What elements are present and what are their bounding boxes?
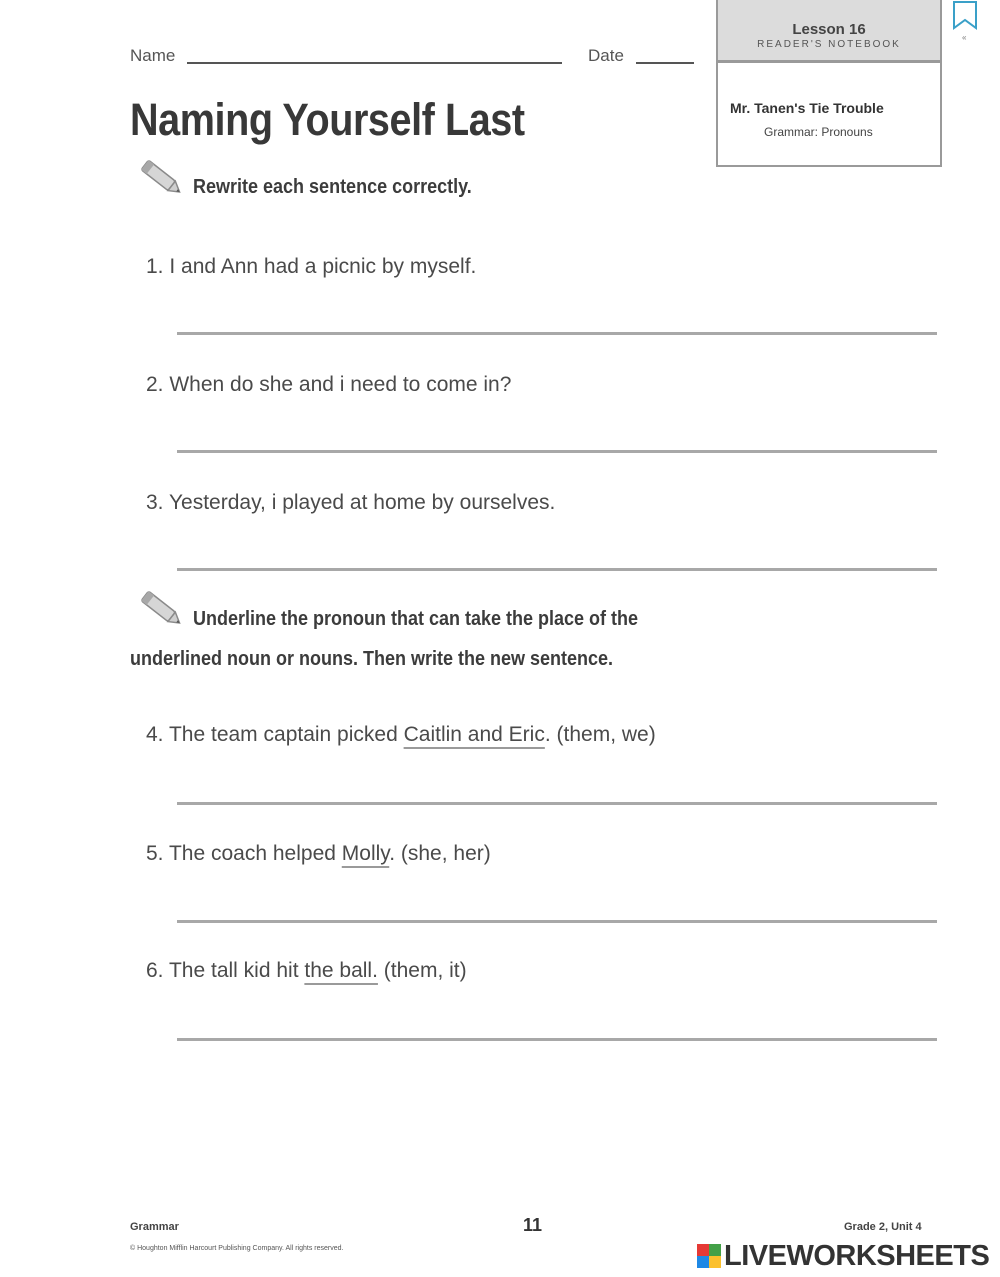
- brand-name: LIVEWORKSHEETS: [724, 1239, 990, 1272]
- sentence-6-end: (them, it): [377, 959, 467, 982]
- sentence-6-start: 6. The tall kid hit: [146, 959, 305, 982]
- logo-square: [709, 1256, 721, 1268]
- sentence-4-end: . (them, we): [544, 723, 656, 746]
- answer-line-3[interactable]: [177, 568, 937, 571]
- date-label: Date: [588, 46, 624, 65]
- lesson-number: Lesson 16: [792, 21, 866, 38]
- sentence-5-start: 5. The coach helped: [146, 842, 342, 865]
- sentence-6: [146, 959, 467, 983]
- section2-instruction-line1: Underline the pronoun that can take the place of the: [193, 608, 639, 630]
- page-number: 11: [523, 1215, 543, 1235]
- name-label: Name: [130, 46, 176, 65]
- answer-line-6[interactable]: [177, 1038, 937, 1041]
- answer-line-1[interactable]: [177, 332, 937, 335]
- sentence-1: 1. I and Ann had a picnic by myself.: [146, 255, 477, 278]
- section2-instruction-line2: underlined noun or nouns. Then write the new sentence.: [130, 648, 614, 670]
- sentence-6-underlined-noun: the ball.: [304, 959, 378, 982]
- answer-line-5[interactable]: [177, 920, 937, 923]
- liveworksheets-logo[interactable]: [697, 1238, 989, 1274]
- pencil-icon: [134, 586, 186, 632]
- answer-line-2[interactable]: [177, 450, 937, 453]
- skill-label: Grammar: Pronouns: [764, 125, 873, 139]
- sentence-4-start: 4. The team captain picked: [146, 723, 404, 746]
- readers-notebook-label: READER'S NOTEBOOK: [757, 39, 901, 50]
- logo-square: [697, 1244, 709, 1256]
- section1-instruction: Rewrite each sentence correctly.: [193, 176, 472, 198]
- sentence-4-underlined-noun: Caitlin and Eric: [403, 723, 545, 746]
- sentence-3: 3. Yesterday, i played at home by ourselves.: [146, 491, 556, 514]
- name-field-line[interactable]: [187, 62, 562, 64]
- svg-text:«: «: [962, 33, 967, 42]
- bookmark-icon[interactable]: [950, 0, 980, 42]
- page-title: Naming Yourself Last: [130, 94, 525, 145]
- sentence-5: [146, 842, 491, 866]
- sentence-5-underlined-noun: Molly: [341, 842, 390, 865]
- footer-subject: Grammar: [130, 1221, 179, 1233]
- story-title: Mr. Tanen's Tie Trouble: [730, 100, 884, 116]
- lesson-box: [716, 0, 942, 167]
- lesson-header: [718, 0, 940, 63]
- footer-grade: Grade 2, Unit 4: [844, 1221, 922, 1233]
- copyright-notice: © Houghton Mifflin Harcourt Publishing Company. All rights reserved.: [130, 1245, 344, 1252]
- answer-line-4[interactable]: [177, 802, 937, 805]
- logo-square: [697, 1256, 709, 1268]
- pencil-icon: [134, 155, 186, 201]
- sentence-5-end: . (she, her): [389, 842, 491, 865]
- logo-grid-icon: [697, 1244, 721, 1268]
- logo-square: [709, 1244, 721, 1256]
- sentence-2: 2. When do she and i need to come in?: [146, 373, 512, 396]
- sentence-4: [146, 723, 656, 747]
- date-field-line[interactable]: [636, 62, 694, 64]
